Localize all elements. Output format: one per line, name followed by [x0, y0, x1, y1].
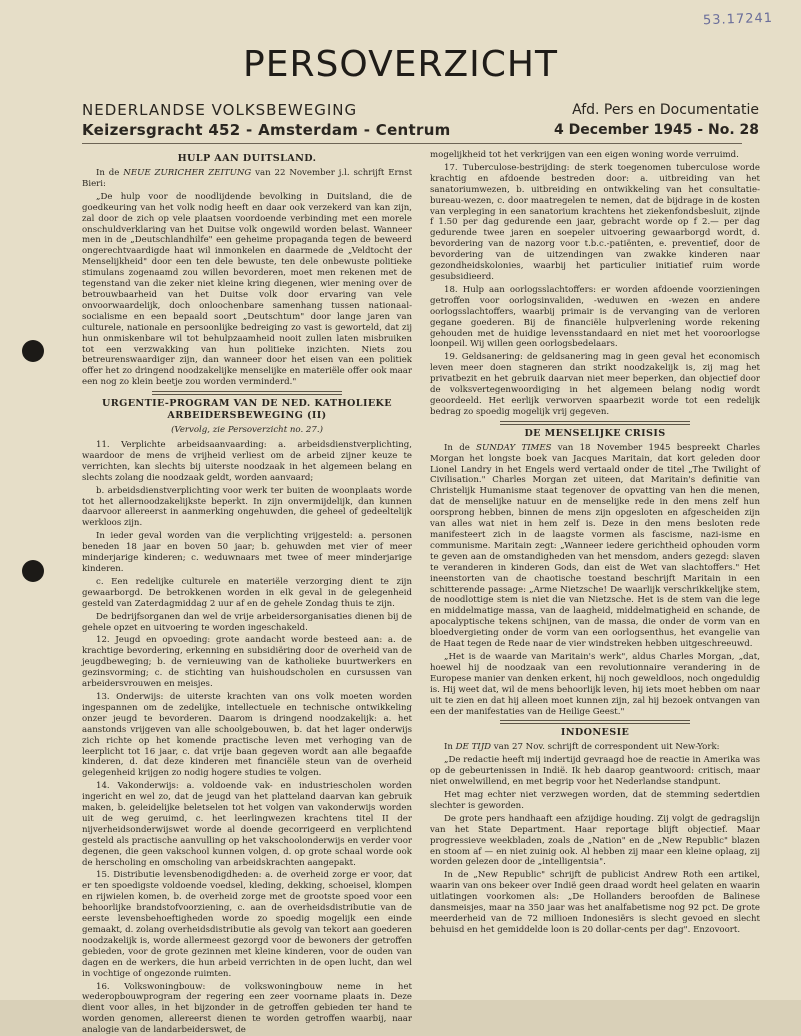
article-paragraph: b. arbeidsdienstverplichting voor werk ter buiten de woonplaats worde tot het allernoodzakelijkste beperkt. In zijn onvermijdelijk, dan kunnen daarvoor allereerst in aanmerking ongehuwden, die geheel of gedeeltelijk werkloos zijn.	[82, 485, 412, 529]
article-title-indonesie: INDONESIE	[560, 727, 630, 739]
right-column	[430, 150, 760, 995]
archive-stamp: 53.17241	[702, 10, 774, 29]
article-paragraph: In de SUNDAY TIMES van 18 November 1945 bespreekt Charles Morgan het longste boek van Jacques Maritain, dat kort geleden door Lionel Landry in het Engels werd vertaald onder de titel „The Twilight of Civilisation." Charles Morgan zet uiteen, dat Maritain's definitie van Christelijk Humanisme staat tegenover de opvatting van hen die menen, dat de menselijke natuur en de menselijke rede in den mens zelf hun oorsprong hebben, binnen de mens zijn opgesloten en afgescheiden zijn van alles wat niet in hem zelf is. Deze in den mens besloten rede manifesteert zich in de laagste vormen als fascisme, nazi-isme en communisme. Maritain zegt: „Wanneer iedere gerichtheid ophouden vorm te geven aan de omstandigheden van het mensdom, anders gezegd: slaven te veranderen in kinderen Gods, dan eist de Wet van slachtoffers." Het ineenstorten van de chaotische toestand beschrijft Maritain in een schitterende passage: „Arme Nietzsche! De waarlijk verschrikkelijke stem, de noodlottige stem is niet die van Nietzsche. Het is de stem van die lege en middelmatige massa, van de laagheid, middelmatigheid en schande, de apocalyptische tekens schijnen, van de massa, die onder de vorm van en bloedvergieting onder de vorm van een oorlogsenthus, het evangelie van de Haat tegen de Rede naar de vier windstreken hebben uitgeschreeuwd.	[430, 442, 761, 650]
masthead-title: PERSOVERZICHT	[243, 44, 558, 85]
article-title-crisis: DE MENSELIJKE CRISIS	[524, 427, 666, 439]
article-paragraph: In de „New Republic" schrijft de publicist Andrew Roth een artikel, waarin van ons bekeer over Indië geen draad wordt heel gelaten en waarin uitlatingen voorkomen als: „De Hollanders beroofden de Balinese dansmeisjes, maar na 350 jaar was het analfabetisme nog 92 pct. De grote meerderheid van de 72 millioen Indonesiërs is slecht gevoed en slecht behuisd en het gemiddelde loon is 20 dollar-cents per dag". Enzovoort.	[430, 870, 760, 935]
organization-name: NEDERLANDSE VOLKSBEWEGING	[82, 101, 358, 119]
article-title-urgentie: URGENTIE-PROGRAM VAN DE NED. KATHOLIEKE ARBEIDERSBEWEGING (II)	[101, 398, 392, 422]
section-divider	[500, 421, 690, 425]
article-paragraph: „De hulp voor de noodlijdende bevolking in Duitsland, die de goedkeuring van het volk nodig heeft en daar ook verzekerd van kan zijn, zal door de zich op vele plaatsen voordoende verbinding met een morele onschuldverklaring van het Duitse volk ongewild worden belast. Wanneer men in de „Deutschlandhilfe" een geheime propaganda tegen de beweerd ongerechtvaardigde haat wil inmonkelen en daarmede de „Veldtocht der Menselijkheid" door een ten dele bewuste, ten dele onbewuste politieke stimulans zogenaamd zou willen bevorderen, moet men rekenen met de tegenstand van die zeker niet kleine kring diegenen, wier mening over de betrouwbaarheid van het Duitse volk door ervaring van vele onvoorwaardelijk, doch onloochenbare samenhang tussen nationaal-socialisme en een bepaald soort „Deutschtum" door lange jaren van culturele, nationale en persoonlijke bedreiging zo vast is geworteld, dat zij hun onmiskenbare wil tot behulpzaamheid nooit zullen laten misbruiken tot een verzwakking van hun politieke inzichten. Niets zou betreurenswaardiger zijn, dan wanneer door het eisen van een politiek offer het zo dringend noodzakelijke menselijke en materiële offer ook maar een nog zo klein beetje zou worden verminderd."	[82, 191, 412, 388]
article-paragraph: 14. Vakonderwijs: a. voldoende vak- en industriescholen worden ingericht en wel zo, dat de jeugd van het platteland daarvan kan gebruik maken, b. geleidelijke beletselen tot het volgen van vakonderwijs worden uit de weg geruimd, c. het leerlingwezen krachtens titel II der nijverheidsonderwijswet worde al doende gecorrigeerd en verplichtend gesteld als practische aanvulling op het vakschoolonderwijs en verder voor degenen, die geen vakschool kunnen volgen, d. op grote schaal worde ook de herscholing en omscholing van arbeidskrachten aangepakt.	[82, 781, 412, 868]
article-paragraph: In de NEUE ZURICHER ZEITUNG van 22 November j.l. schrijft Ernst Bieri:	[82, 168, 413, 189]
issue-meta	[554, 100, 759, 140]
section-divider	[500, 720, 690, 724]
source-name: SUNDAY TIMES	[476, 442, 552, 453]
organization-address: Keizersgracht 452 - Amsterdam - Centrum	[82, 121, 451, 139]
article-paragraph: 19. Geldsanering: de geldsanering mag in geen geval het economisch leven meer doen stagneren dan strikt noodzakelijk is, zij mag het privatbezit en het gebruik daarvan niet meer beperken, dan objectief door de volksvertegenwoordiging in het algemeen belang nodig wordt geoordeeld. Het eerlijk verworven spaarbezit worde tot een redelijk bedrag zo spoedig mogelijk vrij gegeven.	[430, 352, 760, 417]
punch-hole-top	[22, 340, 44, 362]
source-name: NEUE ZURICHER ZEITUNG	[123, 168, 252, 178]
article-paragraph: mogelijkheid tot het verkrijgen van een eigen woning worde verruimd.	[430, 150, 739, 160]
article-paragraph: 17. Tuberculose-bestrijding: de sterk toegenomen tuberculose worde krachtig en afdoende bestreden door: a. uitbreiding van het sanatoriumwezen, b. uitbreiding en ontwikkeling van het consultatie-bureau-wezen, c. door maatregelen te nemen, dat de bijdrage in de kosten van verpleging in een sanatorium krachtens het ziekenfondsbesluit, zijnde f 1.50 per dag gedurende een jaar, gebracht worde op f 2.— per dag gedurende twee jaren en soepeler uitvoering gewaarborgd wordt, d. bevordering van de nazorg voor t.b.c.-patiënten, e. preventief, door de bevordering van de uitzendingen van zwakke kinderen naar gezondheidskolonies, waarbij het particulier initiatief ruim worde gesubsidieerd.	[430, 162, 760, 282]
article-subtitle: (Vervolg, zie Persoverzicht no. 27.)	[171, 425, 323, 436]
article-paragraph: In ieder geval worden van die verplichting vrijgesteld: a. personen beneden 18 jaar en boven 50 jaar; b. gehuwden met vier of meer minderjarige kinderen; c. weduwnaars met twee of meer minderjarige kinderen.	[82, 531, 412, 574]
punch-hole-bottom	[22, 560, 44, 582]
article-paragraph: Het mag echter niet verzwegen worden, dat de stemming sedertdien slechter is geworden.	[430, 790, 760, 811]
left-column	[82, 150, 413, 1036]
header-rule	[82, 143, 742, 144]
department-label: Afd. Pers en Documentatie	[572, 102, 759, 118]
article-paragraph: „Het is de waarde van Maritain's werk", aldus Charles Morgan, „dat, hoewel hij de noodzaak van een revolutionnaire verandering in de Europese manier van denken erkent, hij noch geweldloos, noch ongeduldig is. Hij weet dat, wil de mens behoorlijk leven, hij iets moet hebben om naar uit te zien en dat hij alleen moet kunnen zijn, zal hij bezoek ontvangen van een der manifestaties van de Heilige Geest."	[430, 651, 760, 717]
source-name: DE TIJD	[455, 742, 492, 753]
article-paragraph: 13. Onderwijs: de uiterste krachten van ons volk moeten worden ingespannen om de zedelijke, intellectuele en technische ontwikkeling onzer jeugd te bevorderen. Daarom is dringend noodzakelijk: a. het aanstonds vrijgeven van alle schoolgebouwen, b. dat het lager onderwijs zich richte op het komende practische leven met verhoging van de leerplicht tot 16 jaar, c. dat vrije baan gegeven wordt aan alle begaafde kinderen, d. dat deze kinderen met financiële steun van de overheid gelegenheid krijgen zo nodig hogere studies te volgen.	[82, 691, 412, 779]
article-paragraph: 11. Verplichte arbeidsaanvaarding: a. arbeidsdienstverplichting, waardoor de mens de vrijheid verliest om de arbeid zijner keuze te verrichten, kan slechts bij uiterste noodzaak in het algemeen belang en slechts zolang die noodzaak geldt, worden aanvaard;	[82, 440, 412, 483]
article-paragraph: 18. Hulp aan oorlogsslachtoffers: er worden afdoende voorzieningen getroffen voor oorlogsinvaliden, -weduwen en -wezen en andere oorlogsslachtoffers, waarbij primair is de vervanging van de verloren gegane goederen. Bij de financiële hulpverlening worde rekening gehouden met de huidige levensstandaard en niet met het vooroorlogse loonpeil. Wij willen geen oorlogsbedelaars.	[430, 284, 760, 350]
article-paragraph: 12. Jeugd en opvoeding: grote aandacht worde besteed aan: a. de krachtige bevordering, erkenning en subsidiëring door de overheid van de jeugdbeweging; b. de vernieuwing van de katholieke buurtwerkers en gezinsvorming; c. de stichting van huishoudscholen en cursussen van arbeidersvrouwen en meisjes.	[82, 635, 412, 690]
article-paragraph: „De redactie heeft mij indertijd gevraagd hoe de reactie in Amerika was op de gebeurtenissen in Indië. Ik heb daarop geantwoord: critisch, maar niet onwelwillend, en met begrip voor het Nederlandse standpunt.	[430, 755, 760, 788]
issue-date: 4 December 1945 - No. 28	[554, 122, 759, 138]
article-title-hulp: HULP AAN DUITSLAND.	[177, 153, 317, 164]
organization-block	[82, 100, 451, 140]
section-divider	[152, 391, 342, 395]
article-paragraph: De grote pers handhaaft een afzijdige houding. Zij volgt de gedragslijn van het State Department. Haar reportage blijft objectief. Maar progressieve weekbladen, zoals de „Nation" en de „New Republic" blazen en stoom af — en niet zuinig ook. Al hebben zij maar een kleine oplaag, zij worden gelezen door de „intelligentsia".	[430, 813, 760, 868]
article-paragraph: De bedrijfsorganen dan wel de vrije arbeidersorganisaties dienen bij de gehele opzet en uitvoering te worden ingeschakeld.	[82, 611, 412, 633]
article-paragraph: c. Een redelijke culturele en materiële verzorging dient te zijn gewaarborgd. De betrokkenen worden in elk geval in de gelegenheid gesteld van Zaterdagmiddag 2 uur af en de gehele Zondag thuis te zijn.	[82, 576, 412, 609]
article-paragraph: In DE TIJD van 27 Nov. schrijft de correspondent uit New-York:	[444, 742, 720, 753]
article-paragraph: 15. Distributie levensbenodigdheden: a. de overheid zorge er voor, dat er ten spoedigste voldoende voedsel, kleding, dekking, schoeisel, klompen en rijwielen komen, b. de overheid zorge met de grootste spoed voor een behoorlijke brandstofvoorziening, c. aan de overheidsdistributie van de eerste levensbehoeftigheden worde zo spoedig mogelijk een einde gemaakt, d. zolang overheidsdistributie als gevolg van tekort aan goederen noodzakelijk is, worde allermeest gezorgd voor de bewoners der getroffen gebieden, voor de grote gezinnen met kleine kinderen, voor de ouden van dagen en de werkers, die hun arbeid verrichten in de open lucht, dan wel in vochtige of ongezonde ruimten.	[82, 870, 412, 979]
article-paragraph: 16. Volkswoningbouw: de volkswoningbouw neme in het wederopbouwprogram der regering een zeer voorname plaats in. Deze dient voor alles, in het bijzonder in de getroffen gebieden ter hand te worden genomen, allereerst dienen te worden getroffen waarbij, naar analogie van de landarbeiderswet, de	[82, 981, 412, 1036]
